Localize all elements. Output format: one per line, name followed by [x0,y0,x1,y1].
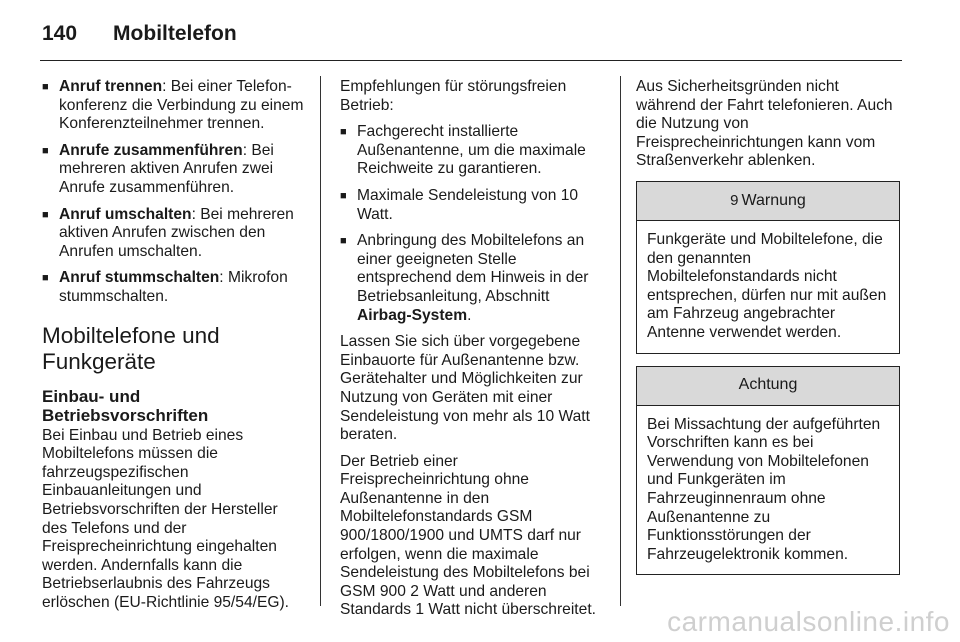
subsection-heading: Einbau- und Betriebsvorschriften [42,386,209,425]
intro-paragraph: Empfehlungen für störungsfreien Betrieb: [340,78,567,114]
caution-body: Bei Missachtung der aufgeführten Vorschriften kann es bei Verwendung von Mobiltelefonen und Funkgeräten im Fahrzeuginnenraum ohne Außenantenne zu Funktionsstörungen der Fahrzeugelektronik kommen. [647,415,881,563]
list-item: ■ Anruf umschalten: Bei mehreren aktiven Anrufen zwischen den Anrufen umschalten. [42,206,304,262]
caution-header [637,367,899,406]
body-paragraph: Aus Sicherheitsgründen nicht während der Fahrt telefonieren. Auch die Nutzung von Freisprecheinrichtungen kann vom Straßenverkehr ablenken. [636,78,893,170]
column-left [42,78,304,620]
warning-icon: 9 [730,191,739,209]
column-divider [620,76,621,606]
warning-body: Funkgeräte und Mobiltelefone, die den genannten Mobiltelefonstandards nicht entsprechen, dürfen nur mit außen am Fahrzeug angebrachter Antenne verwendet werden. [647,230,887,341]
warning-title: Warnung [741,191,806,209]
cross-reference-link[interactable]: Airbag-System [357,306,468,324]
body-paragraph: Bei Einbau und Betrieb eines Mobiltelefons müssen die fahrzeugspezifischen Einbauanleitungen und Betriebsvorschriften der Hersteller des Telefons und der Freisprecheinrichtung eingehalten werden. Andernfalls kann die Betriebserlaubnis des Fahrzeugs erlöschen (EU-Richtlinie 95/54/EG). [42,426,290,611]
body-paragraph: Lassen Sie sich über vorgegebene Einbauorte für Außenantenne bzw. Gerätehalter und Möglichkeiten zur Nutzung von Geräten mit einer Sendeleistung von mehr als 10 Watt beraten. [340,333,590,444]
column-middle [340,78,605,628]
list-item: ■ Maximale Sendeleistung von 10 Watt. [340,187,605,224]
list-item: ■ Anruf stummschalten: Mikrofon stummschalten. [42,269,304,306]
caution-title: Achtung [738,376,798,394]
caution-box [636,366,900,576]
chapter-title: Mobiltelefon [113,22,237,45]
feature-list [42,78,304,307]
list-item: ■ Fachgerecht installierte Außenantenne, um die maximale Reichweite zu garantieren. [340,123,605,179]
column-right [636,78,900,575]
warning-box [636,181,900,354]
page-header [42,14,237,54]
warning-header [637,182,899,221]
header-rule [40,60,902,61]
body-paragraph: Der Betrieb einer Freisprecheinrichtung ohne Außenantenne in den Mobiltelefonstandards GSM 900/1800/1900 und UMTS darf nur erfolgen, wenn die maximale Sendeleistung des Mobiltelefons bei GSM 900 2 Watt und anderen Standards 1 Watt nicht überschreitet. [340,452,596,619]
list-item: ■ Anbringung des Mobiltelefons an einer geeigneten Stelle entsprechend dem Hinweis in der Betriebsanleitung, Abschnitt Airbag-System. [340,232,605,325]
column-divider [320,76,321,606]
list-item: ■ Anrufe zusammenführen: Bei mehreren aktiven Anrufen zwei Anrufe zusammenführen. [42,142,304,198]
page-number: 140 [42,22,78,45]
section-heading: Mobiltelefone und Funkgeräte [42,322,220,374]
list-item: ■ Anruf trennen: Bei einer Telefonkonferenz die Verbindung zu einem Konferenzteilnehmer trennen. [42,78,304,134]
watermark: carmanualsonline.info [667,606,950,637]
recommendation-list [340,123,605,325]
